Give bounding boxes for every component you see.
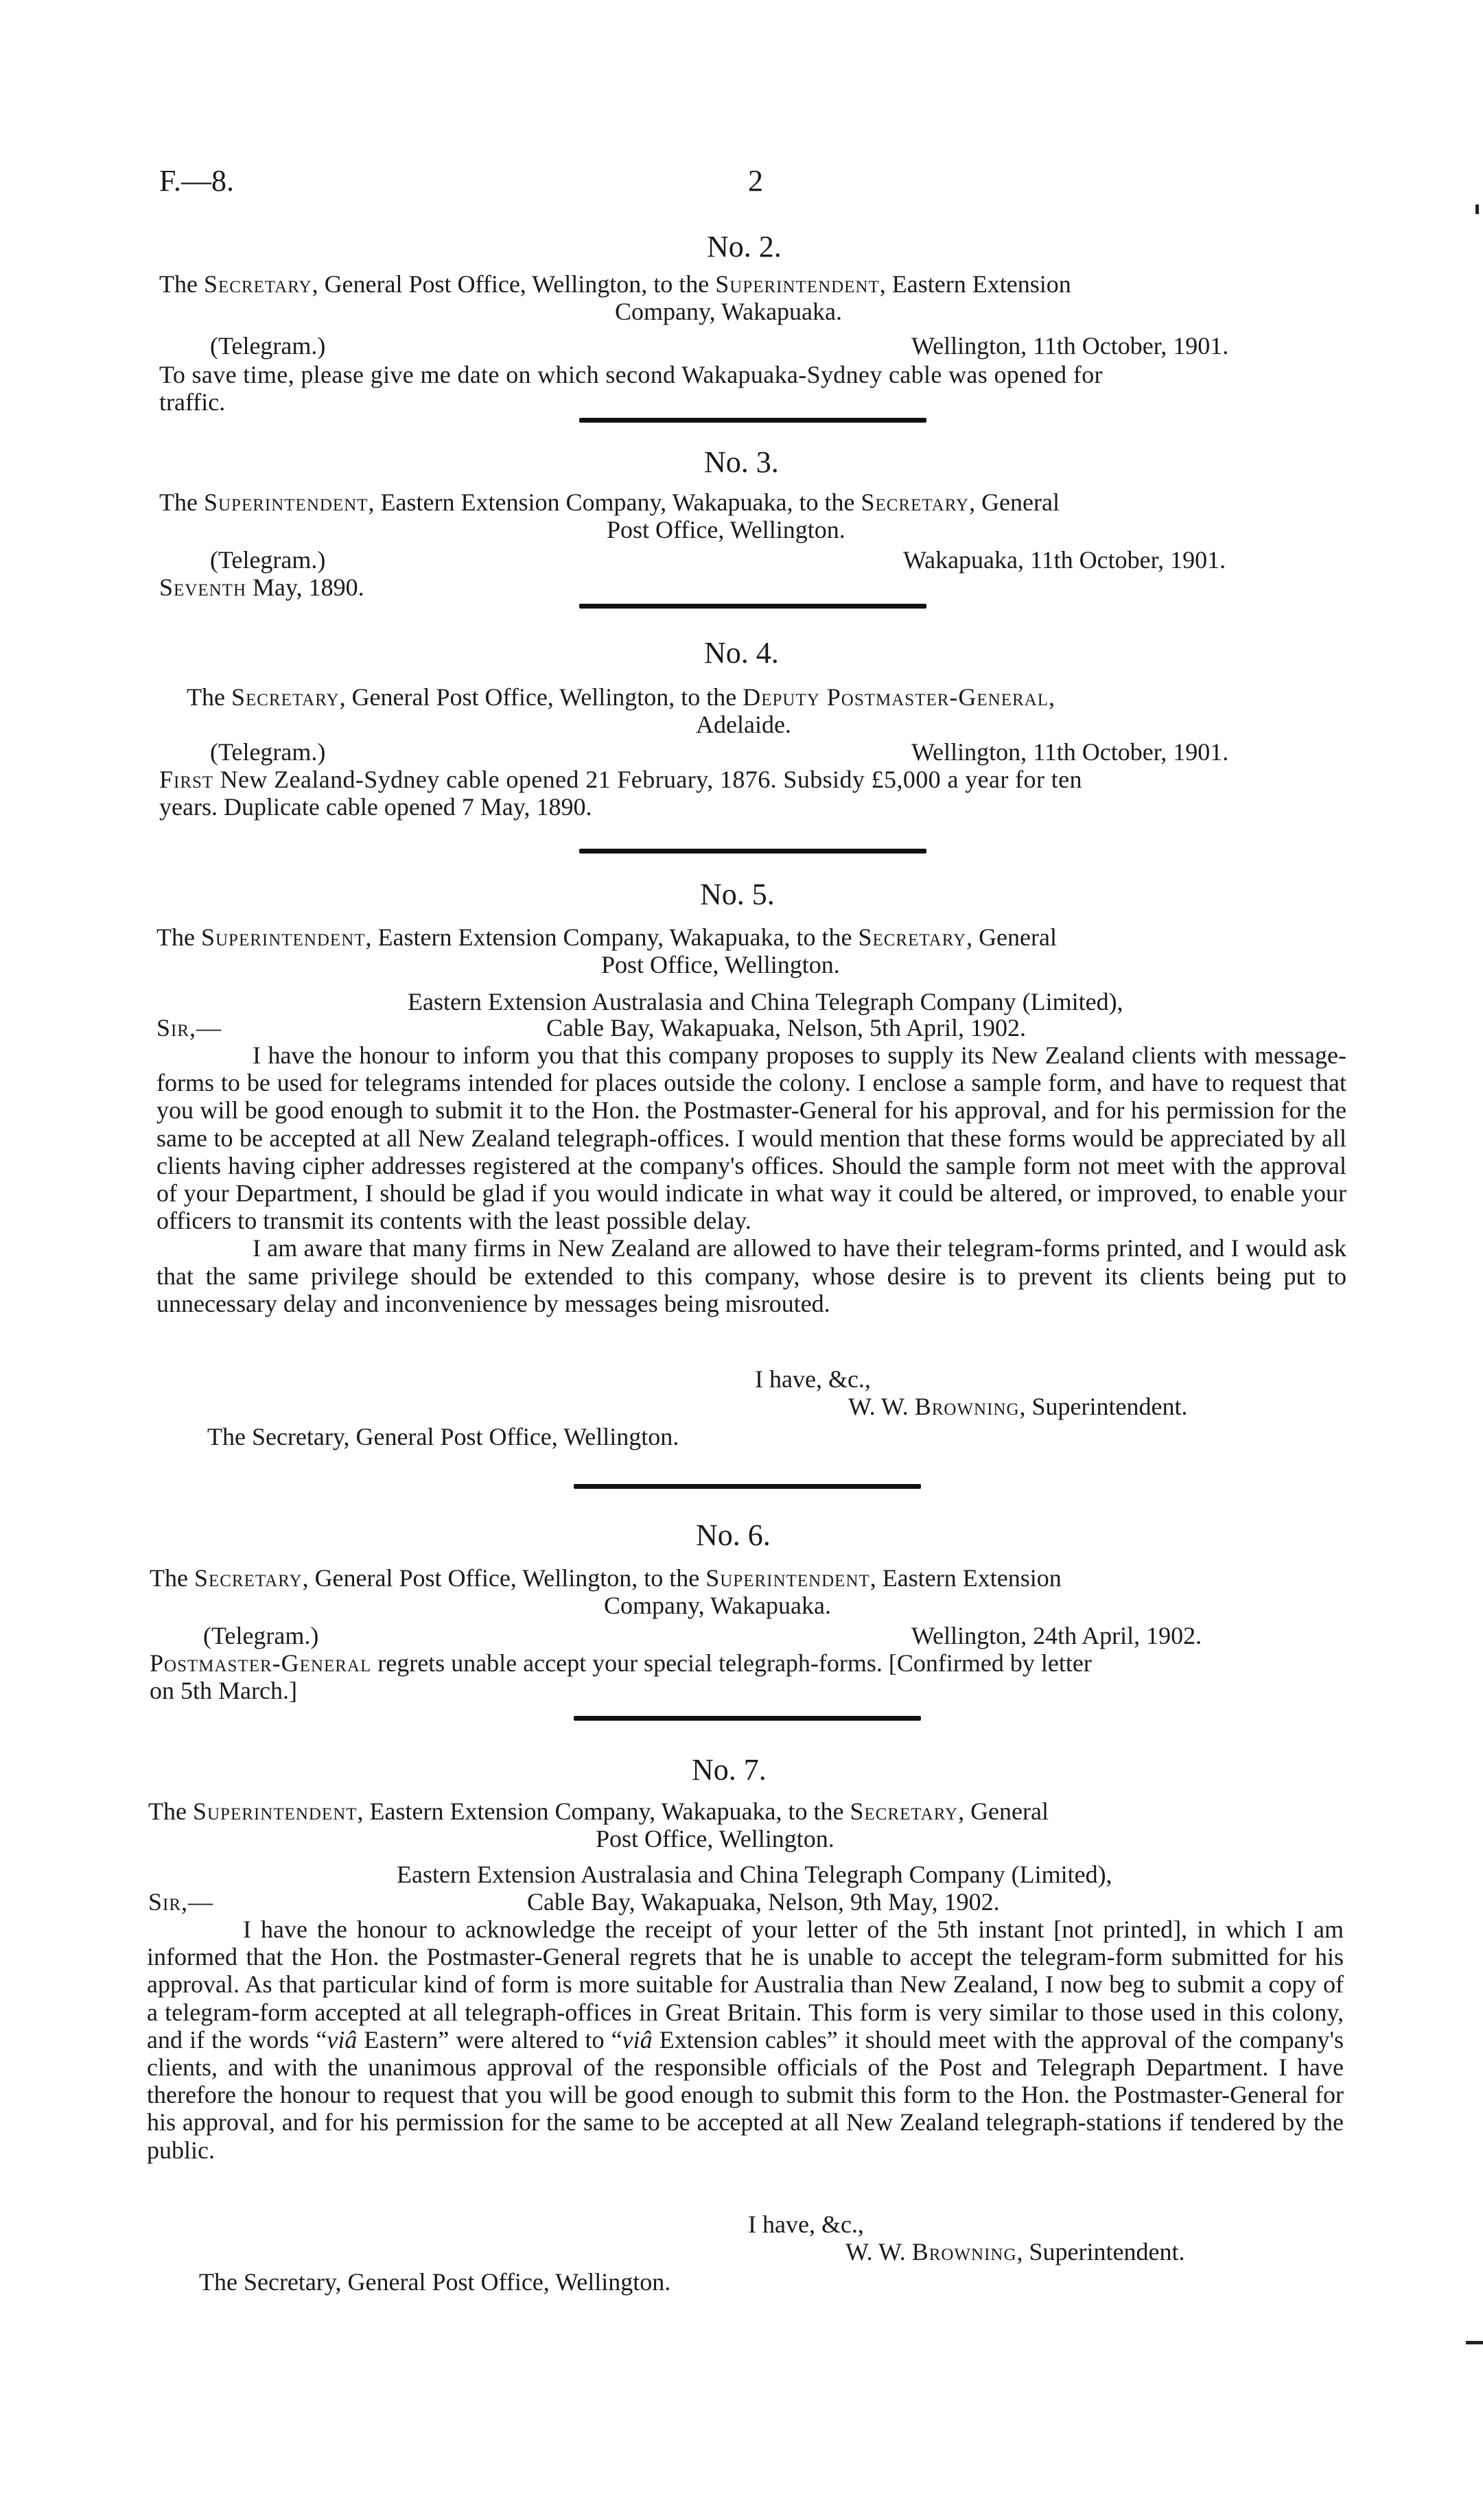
page-number: 2: [748, 164, 763, 198]
to-role: Superintendent: [705, 1564, 870, 1592]
from-role: Secretary: [194, 1564, 303, 1592]
section-heading: No. 4.: [704, 636, 779, 670]
margin-mark: [1466, 2341, 1483, 2344]
body-text: traffic.: [159, 388, 226, 416]
to-place: , General: [969, 488, 1060, 516]
address-line: The Secretary, General Post Office, Wellington, to the Superintendent, Eastern Extension: [159, 270, 1071, 298]
body-text: [159, 574, 364, 601]
letterhead-address: Cable Bay, Wakapuaka, Nelson, 5th April, 1902.: [546, 1014, 1026, 1041]
address-line: The Superintendent, Eastern Extension Company, Wakapuaka, to the Secretary, General: [148, 1798, 1049, 1825]
signature-title: , Superintendent.: [1016, 2238, 1185, 2265]
address-line: The Secretary, General Post Office, Wellington, to the Superintendent, Eastern Extension: [150, 1564, 1062, 1592]
from-place: , Eastern Extension Company, Wakapuaka, to the: [357, 1798, 850, 1825]
letter-body: [147, 1916, 1344, 2164]
telegram-label: (Telegram.): [203, 1622, 319, 1649]
to-role: Secretary: [858, 923, 967, 951]
body-lead: Postmaster-General: [150, 1649, 372, 1677]
section-divider: [574, 1484, 921, 1489]
to-role: Secretary: [850, 1798, 959, 1825]
letterhead: Eastern Extension Australasia and China Telegraph Company (Limited),: [408, 988, 1123, 1015]
signature-surname: Browning: [911, 2238, 1017, 2265]
from-place: , General Post Office, Wellington, to the: [302, 1564, 706, 1592]
address-line-2: Post Office, Wellington.: [596, 1825, 834, 1852]
telegram-label: (Telegram.): [210, 738, 326, 766]
italic-word: viâ: [327, 2025, 358, 2053]
address-line: The Secretary, General Post Office, Wellington, to the Deputy Postmaster-General,: [187, 683, 1055, 711]
body-text: [159, 766, 1082, 793]
salutation: [148, 1888, 213, 1916]
paragraph: [147, 1916, 1344, 2164]
signature-title: , Superintendent.: [1019, 1393, 1188, 1420]
section-heading: No. 5.: [700, 878, 775, 911]
telegram-label: (Telegram.): [210, 546, 326, 574]
from-place: , General Post Office, Wellington, to the: [339, 683, 743, 711]
paragraph: I have the honour to inform you that this company proposes to supply its New Zealand clients with message-forms to be used for telegrams intended for places outside the colony. I enclose a sample form, and have to request that you will be good enough to submit it to the Hon. the Postmaster-General for his approval, and for his permission for the same to be accepted at all New Zealand telegraph-offices. I would mention that these forms would be appreciated by all clients having cipher addresses registered at the company's offices. Should the sample form not meet with the approval of your Department, I should be glad if you would indicate in what way it could be altered, or improved, to enable your officers to transmit its contents with the least possible delay.: [156, 1041, 1346, 1235]
paragraph-text: I have the honour to acknowledge the receipt of your letter of the 5th instant [not printed], in which I am informed that the Hon. the Postmaster-General regrets that he is unable to accept the telegram-form submitted for his approval. As that particular kind of form is more suitable for Australia than New Zealand, I now beg to submit a copy of a telegram-form accepted at all telegraph-offices in Great Britain. This form is very similar to those used in this colony, and if the words “: [147, 1916, 1344, 2053]
to-place: , General: [958, 1798, 1049, 1825]
closing: I have, &c.,: [755, 1365, 871, 1393]
address-line-2: Post Office, Wellington.: [607, 516, 845, 543]
telegram-label: (Telegram.): [210, 332, 326, 360]
dateline: Wellington, 24th April, 1902.: [911, 1622, 1202, 1649]
dateline: Wellington, 11th October, 1901.: [911, 332, 1229, 360]
section-divider: [579, 418, 926, 423]
address-line: The Superintendent, Eastern Extension Company, Wakapuaka, to the Secretary, General: [159, 488, 1060, 516]
section-divider: [574, 1716, 921, 1721]
from-role: Superintendent: [192, 1798, 358, 1825]
body-text: on 5th March.]: [150, 1677, 297, 1704]
addressee: The Secretary, General Post Office, Wellington.: [199, 2268, 671, 2296]
to-place: ,: [1049, 683, 1055, 711]
body-lead: First: [159, 766, 214, 793]
body-text: To save time, please give me date on which second Wakapuaka-Sydney cable was opened for: [159, 361, 1103, 388]
to-role: Deputy Postmaster-General: [743, 683, 1049, 711]
to-role: Secretary: [861, 488, 970, 516]
address-line-2: Adelaide.: [696, 711, 791, 738]
section-heading: No. 6.: [696, 1518, 771, 1552]
from-role: Superintendent: [200, 923, 366, 951]
page-ref: F.—8.: [159, 164, 234, 198]
signature-initials: W. W.: [848, 1393, 915, 1420]
salutation-text: Sir,—: [156, 1014, 222, 1041]
letterhead: Eastern Extension Australasia and China Telegraph Company (Limited),: [397, 1861, 1112, 1888]
section-heading: No. 7.: [692, 1753, 767, 1787]
section-heading: No. 2.: [707, 230, 782, 263]
address-line-2: Company, Wakapuaka.: [615, 298, 843, 325]
letter-body: [156, 1041, 1346, 1317]
body-lead: Seventh: [159, 574, 246, 601]
body-rest: New Zealand-Sydney cable opened 21 February, 1876. Subsidy £5,000 a year for ten: [213, 766, 1082, 793]
salutation: [156, 1014, 222, 1041]
to-place: , Eastern Extension: [869, 1564, 1062, 1592]
margin-mark: [1475, 204, 1479, 214]
address-line-2: Company, Wakapuaka.: [604, 1592, 832, 1619]
from-role: Secretary: [231, 683, 340, 711]
salutation-text: Sir,—: [148, 1888, 214, 1916]
to-place: , General: [966, 923, 1057, 951]
address-line: The Superintendent, Eastern Extension Company, Wakapuaka, to the Secretary, General: [156, 923, 1057, 951]
paragraph-text: Extension cables” it should meet with the approval of the company's clients, and with the unanimous approval of the responsible officials of the Post and Telegraph Department. I have therefore the honour to request that you will be good enough to submit this form to the Hon. the Postmaster-General for his approval, and for his permission for the same to be accepted at all New Zealand telegraph-stations if tendered by the public.: [147, 2025, 1344, 2164]
dateline: Wellington, 11th October, 1901.: [911, 738, 1229, 766]
section-divider: [579, 849, 926, 853]
address-line-2: Post Office, Wellington.: [601, 951, 840, 978]
from-role: Superintendent: [203, 488, 369, 516]
from-place: , Eastern Extension Company, Wakapuaka, to the: [365, 923, 859, 951]
to-place: , Eastern Extension: [879, 270, 1071, 298]
signature: [848, 1393, 1187, 1420]
section-heading: No. 3.: [704, 445, 779, 479]
body-rest: May, 1890.: [246, 574, 364, 601]
from-place: , Eastern Extension Company, Wakapuaka, to the: [368, 488, 861, 516]
signature-initials: W. W.: [845, 2238, 912, 2265]
from-place: , General Post Office, Wellington, to the: [312, 270, 716, 298]
signature-surname: Browning: [914, 1393, 1020, 1420]
paragraph-text: Eastern” were altered to “: [357, 2025, 622, 2053]
body-rest: regrets unable accept your special telegraph-forms. [Confirmed by letter: [371, 1649, 1092, 1677]
section-divider: [579, 604, 926, 609]
italic-word: viâ: [622, 2025, 653, 2053]
to-role: Superintendent: [715, 270, 880, 298]
signature: [845, 2238, 1184, 2265]
dateline: Wakapuaka, 11th October, 1901.: [903, 546, 1226, 574]
addressee: The Secretary, General Post Office, Wellington.: [207, 1423, 679, 1450]
letterhead-address: Cable Bay, Wakapuaka, Nelson, 9th May, 1902.: [527, 1888, 1000, 1916]
body-text: [150, 1649, 1092, 1677]
paragraph: I am aware that many firms in New Zealand are allowed to have their telegram-forms printed, and I would ask that the same privilege should be extended to this company, whose desire is to prevent its clients being put to unnecessary delay and inconvenience by messages being misrouted.: [156, 1234, 1346, 1317]
body-text: years. Duplicate cable opened 7 May, 1890.: [159, 793, 592, 821]
from-role: Secretary: [203, 270, 312, 298]
closing: I have, &c.,: [748, 2211, 864, 2238]
